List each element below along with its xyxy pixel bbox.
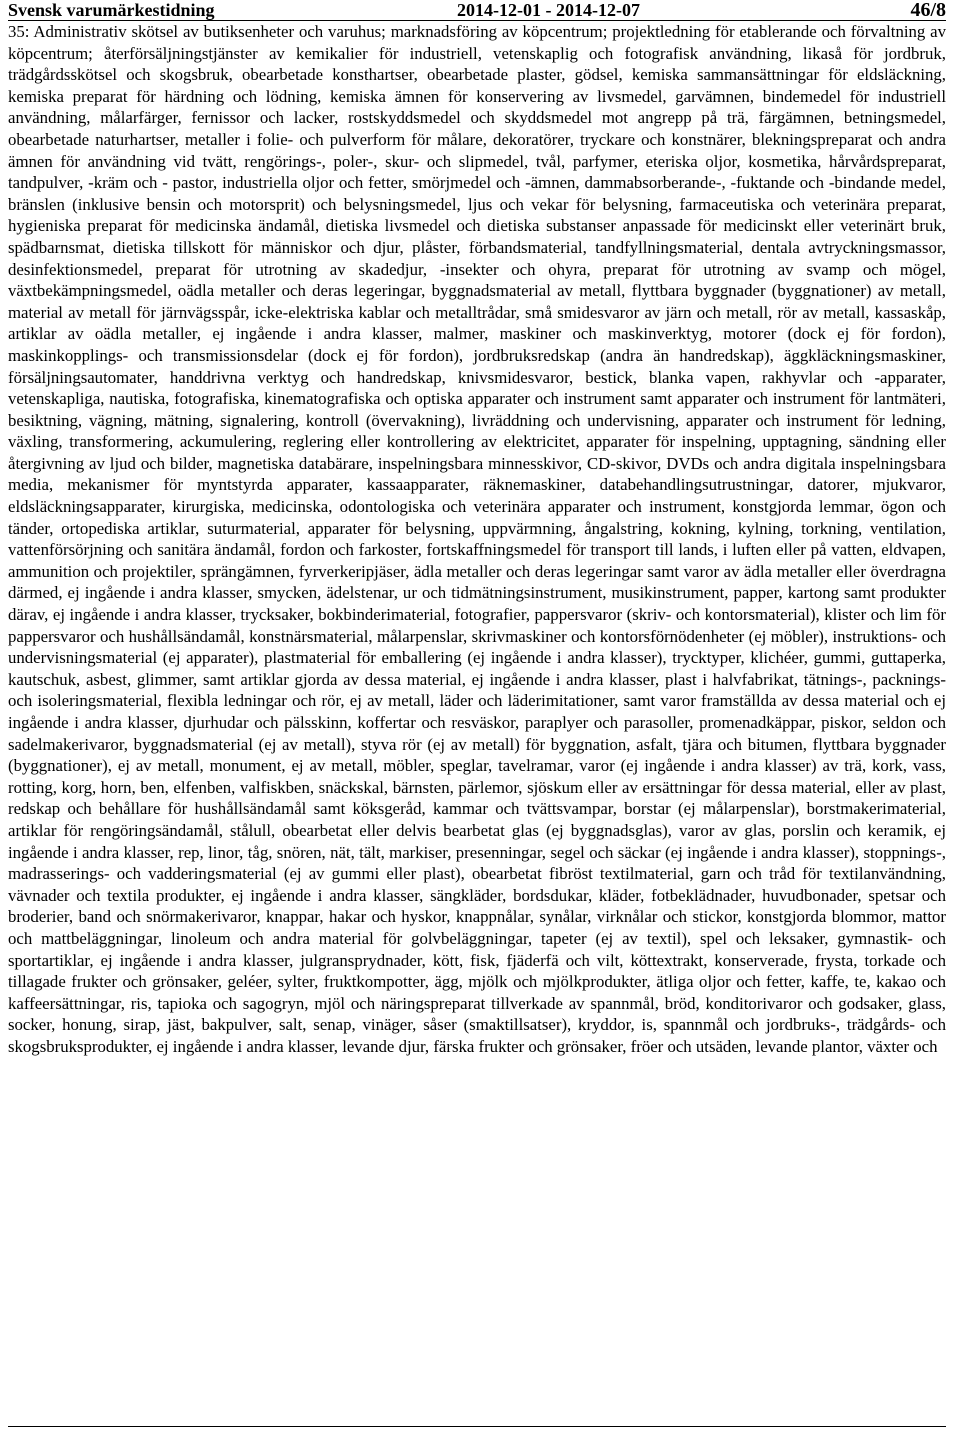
page-number: 46/8	[910, 0, 946, 21]
publication-title: Svensk varumärkestidning	[8, 0, 215, 20]
footer-divider	[8, 1426, 946, 1427]
page-header	[8, 0, 946, 20]
issue-date-range: 2014-12-01 - 2014-12-07	[457, 0, 640, 20]
goods-services-text: 35: Administrativ skötsel av butiksenheter och varuhus; marknadsföring av köpcentrum; projektledning för etablerande och förvaltning av köpcentrum; återförsäljningstjänster av kemikalier för industriell, vetenskaplig och fotografisk användning, likaså för jordbruk, trädgårdsskötsel och skogsbruk, obearbetade konsthartser, obearbetade plaster, gödsel, kemiska sammansättningar för eldsläckning, kemiska preparat för härdning och lödning, kemiska ämnen för konservering av livsmedel, garvämnen, bindemedel för industriell användning, målarfärger, fernissor och lacker, rostskyddsmedel och skyddsmedel mot angrepp på trä, färgämnen, betningsmedel, obearbetade naturhartser, metaller i folie- och pulverform för målare, dekoratörer, tryckare och konstnärer, blekningspreparat och andra ämnen för användning vid tvätt, rengörings-, poler-, skur- och slipmedel, tvål, parfymer, eteriska oljor, kosmetika, hårvårdspreparat, tandpulver, -kräm och - pastor, industriella oljor och fetter, smörjmedel och -ämnen, dammabsorberande-, -fuktande och -bindande medel, bränslen (inklusive bensin och motorsprit) och belysningsmedel, ljus och vekar för belysning, farmaceutiska och veterinära preparat, hygieniska preparat för medicinska ändamål, dietiska livsmedel och dietiska substanser anpassade för medicinskt eller veterinärt bruk, spädbarnsmat, dietiska tillskott för människor och djur, plåster, förbandsmaterial, tandfyllningsmaterial, dentala avtryckningsmassor, desinfektionsmedel, preparat för utrotning av skadedjur, -insekter och ohyra, preparat för utrotning av svamp och mögel, växtbekämpningsmedel, oädla metaller och deras legeringar, byggnadsmaterial av metall, flyttbara byggnader (byggnationer) av metall, material av metall för järnvägsspår, icke-elektriska kablar och metalltrådar, små smidesvaror av järn och metall, rör av metall, kassaskåp, artiklar av oädla metaller, ej ingående i andra klasser, malmer, maskiner och maskinverktyg, motorer (dock ej för fordon), maskinkopplings- och transmissionsdelar (dock ej för fordon), jordbruksredskap (andra än handredskap), äggkläckningsmaskiner, försäljningsautomater, handdrivna verktyg och handredskap, knivsmidesvaror, bestick, blanka vapen, rakhyvlar och -apparater, vetenskapliga, nautiska, fotografiska, kinematografiska och optiska apparater och instrument samt apparater och instrument för lantmäteri, besiktning, vägning, mätning, signalering, kontroll (övervakning), livräddning och undervisning, apparater och instrument för ledning, växling, transformering, ackumulering, reglering eller kontrollering av elektricitet, apparater för inspelning, upptagning, sändning eller återgivning av ljud och bilder, magnetiska databärare, inspelningsbara minnesskivor, CD-skivor, DVDs och andra digitala inspelningsbara media, mekanismer för myntstyrda apparater, kassaapparater, räknemaskiner, databehandlingsutrustningar, datorer, mjukvaror, eldsläckningsapparater, kirurgiska, medicinska, odontologiska och veterinära apparater och instrument, konstgjorda lemmar, ögon och tänder, ortopediska artiklar, suturmaterial, apparater för belysning, uppvärmning, ångalstring, kokning, kylning, torkning, ventilation, vattenförsörjning och sanitära ändamål, fordon och farkoster, fortskaffningsmedel för transport till lands, i luften eller på vatten, eldvapen, ammunition och projektiler, sprängämnen, fyrverkeripjäser, ädla metaller och deras legeringar samt varor av ädla metaller eller överdragna därmed, ej ingående i andra klasser, smycken, ädelstenar, ur och tidmätningsinstrument, musikinstrument, papper, kartong samt produkter därav, ej ingående i andra klasser, trycksaker, bokbinderimaterial, fotografier, pappersvaror (skriv- och kontorsmaterial), klister och lim för pappersvaror och hushållsändamål, konstnärsmaterial, målarpenslar, skrivmaskiner och kontorsförnödenheter (ej möbler), instruktions- och undervisningsmaterial (ej apparater), plastmaterial för emballering (ej ingående i andra klasser), trycktyper, klichéer, gummi, guttaperka, kautschuk, asbest, glimmer, samt artiklar gjorda av dessa material, ej ingående i andra klasser, plast i halvfabrikat, tätnings-, packnings- och isoleringsmaterial, flexibla ledningar och rör, ej av metall, läder och läderimitationer, samt varor framställda av dessa material och ej ingående i andra klasser, djurhudar och pälsskinn, koffertar och resväskor, paraplyer och parasoller, promenadkäppar, piskor, seldon och sadelmakerivaror, byggnadsmaterial (ej av metall), styva rör (ej av metall) för byggnation, asfalt, tjära och bitumen, flyttbara byggnader (byggnationer), ej av metall, monument, ej av metall, möbler, speglar, tavelramar, varor (ej ingående i andra klasser) av trä, kork, vass, rotting, korg, horn, ben, elfenben, valfiskben, snäckskal, bärnsten, pärlemor, sjöskum eller av ersättningar för dessa material, eller av plast, redskap och behållare för hushållsändamål samt köksgeråd, kammar och tvättsvampar, borstar (ej målarpenslar), borstmakerimaterial, artiklar för rengöringsändamål, stålull, obearbetat eller delvis bearbetat glas (ej byggnadsglas), varor av glas, porslin och keramik, ej ingående i andra klasser, rep, linor, tåg, snören, nät, tält, markiser, presenningar, segel och säckar (ej ingående i andra klasser), stoppnings-, madrasserings- och vadderingsmaterial (ej av gummi eller plast), obearbetat fibröst textilmaterial, garn och tråd för textilanvändning, vävnader och textila produkter, ej ingående i andra klasser, sängkläder, bordsdukar, kläder, fotbeklädnader, huvudbonader, spetsar och broderier, band och snörmakerivaror, knappar, hakar och hyskor, knappnålar, synålar, virknålar och stickor, konstgjorda blommor, mattor och mattbeläggningar, linoleum och andra material för golvbeläggningar, tapeter (ej av textil), spel och leksaker, gymnastik- och sportartiklar, ej ingående i andra klasser, julgransprydnader, kött, fisk, fjäderfä och vilt, köttextrakt, konserverade, frysta, torkade och tillagade frukter och grönsaker, geléer, sylter, fruktkompotter, ägg, mjölk och mjölkprodukter, ätliga oljor och fetter, kaffe, te, kakao och kaffeersättningar, ris, tapioka och sagogryn, mjöl och näringspreparat tillverkade av spannmål, bröd, konditorivaror och godsaker, glass, socker, honung, sirap, jäst, bakpulver, salt, senap, vinäger, såser (smaktillsatser), kryddor, is, spannmål och jordbruks-, trädgårds- och skogsbruksprodukter, ej ingående i andra klasser, levande djur, färska frukter och grönsaker, fröer och utsäden, levande plantor, växter och	[8, 22, 946, 1056]
document-page	[8, 0, 946, 1058]
